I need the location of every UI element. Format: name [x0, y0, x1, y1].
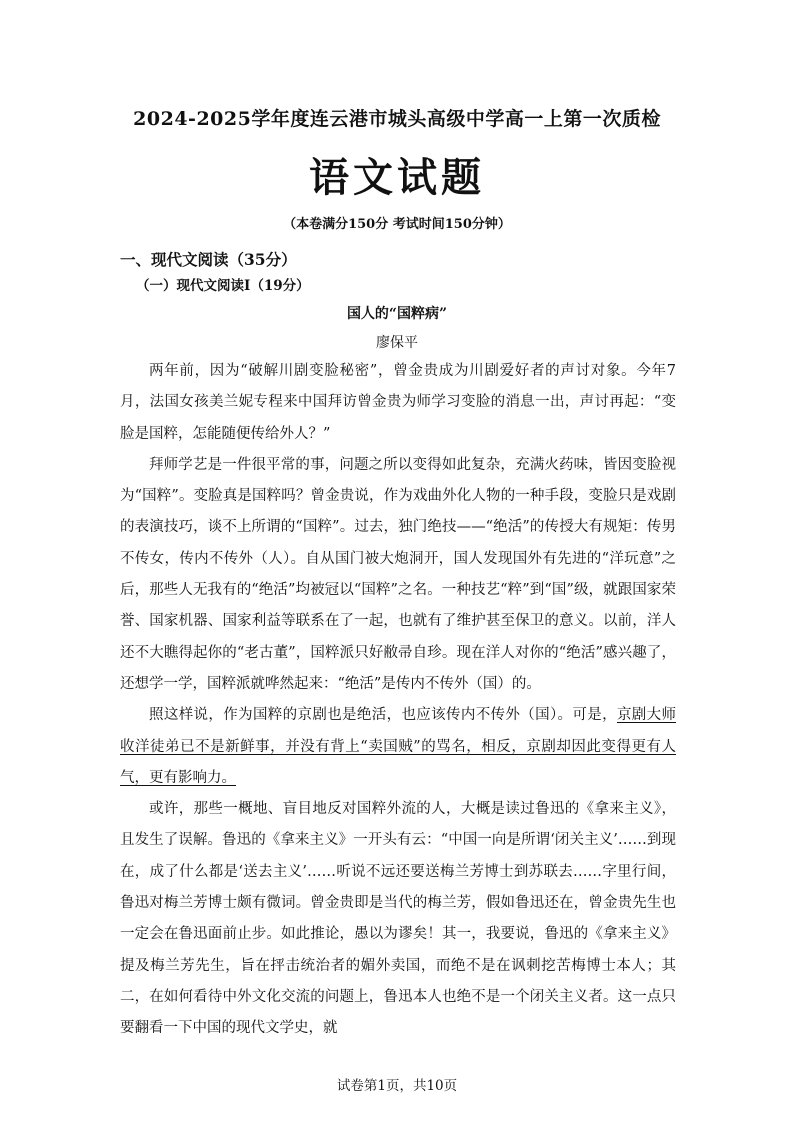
article-paragraph: 或许，那些一概地、盲目地反对国粹外流的人，大概是读过鲁迅的《拿来主义》，且发生了误解。鲁迅的《拿来主义》一开头有云：“中国一向是所谓‘闭关主义’……到现在，成了什么都是‘送去主义’……听说不远还要送梅兰芳博士到苏联去……字里行间，鲁迅对梅兰芳博士颇有微词。曾金贵即是当代的梅兰芳，假如鲁迅还在，曾金贵先生也一定会在鲁迅面前止步。如此推论，愚以为谬矣！其一，我要说，鲁迅的《拿来主义》提及梅兰芳先生，旨在抨击统治者的媚外卖国，而绝不是在讽刺挖苦梅博士本人；其二，在如何看待中外文化交流的问题上，鲁迅本人也绝不是一个闭关主义者。这一点只要翻看一下中国的现代文学史，就: [120, 801, 676, 1037]
subsection-title: （一）现代文阅读I（19分）: [136, 278, 310, 294]
paragraph-text: 照这样说，作为国粹的京剧也是绝活，也应该传内不传外（国）。可是，: [149, 707, 617, 724]
article-paragraph: 拜师学艺是一件很平常的事，问题之所以变得如此复杂，充满火药味，皆因变脸视为“国粹”。变脸真是国粹吗？曾金贵说，作为戏曲外化人物的一种手段，变脸只是戏剧的表演技巧，谈不上所谓的“国粹”。过去，独门绝技——“绝活”的传授大有规矩：传男不传女，传内不传外（人）。自从国门被大炮洞开，国人发现国外有先进的“洋玩意”之后，那些人无我有的“绝活”均被冠以“国粹”之名。一种技艺“粹”到“国”级，就跟国家荣誉、国家机器、国家利益等联系在了一起，也就有了维护甚至保卫的意义。以前，洋人还不大瞧得起你的“老古董”，国粹派只好敝帚自珍。现在洋人对你的“绝活”感兴趣了，还想学一学，国粹派就哗然起来：“绝活”是传内不传外（国）的。: [120, 456, 676, 692]
underlined-sentence: 京剧大师收洋徒弟已不是新鲜事，并没有背上“卖国贼”的骂名，相反，京剧却因此变得更有人气，更有影响力。: [120, 707, 677, 786]
exam-info: （本卷满分150分 考试时间150分钟）: [283, 217, 511, 232]
article-paragraph: [120, 700, 676, 794]
section-title: 一、现代文阅读（35分）: [120, 250, 297, 269]
article-title: 国人的“国粹病”: [346, 306, 448, 322]
article-body: [120, 356, 676, 1045]
page-footer: 试卷第1页，共10页: [336, 1078, 458, 1094]
article-author: 廖保平: [376, 335, 418, 351]
exam-header: 2024-2025学年度连云港市城头高级中学高一上第一次质检: [133, 108, 661, 130]
exam-subject-title: 语文试题: [309, 154, 485, 201]
article-paragraph: 两年前，因为“破解川剧变脸秘密”，曾金贵成为川剧爱好者的声讨对象。今年7月，法国女孩美兰妮专程来中国拜访曾金贵为师学习变脸的消息一出，声讨再起：“变脸是国粹，怎能随便传给外人？”: [120, 363, 676, 442]
